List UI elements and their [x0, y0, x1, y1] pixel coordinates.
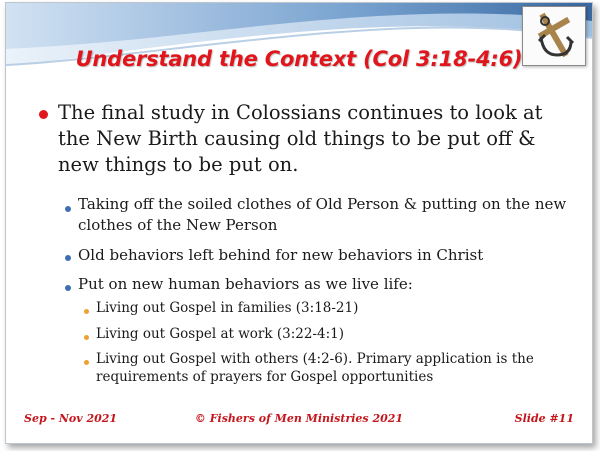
- footer-date: Sep - Nov 2021: [24, 412, 118, 425]
- bullet-level3: [84, 309, 89, 314]
- footer-slide-number: Slide #11: [514, 412, 574, 425]
- footer-copyright: © Fishers of Men Ministries 2021: [194, 412, 404, 425]
- sub-sub-point-2: Living out Gospel at work (3:22-4:1): [96, 326, 344, 342]
- sub-point-2: Old behaviors left behind for new behaviors in Christ: [78, 246, 484, 264]
- sub-point-1: Taking off the soiled clothes of Old Person & putting on the new clothes of the New Person: [78, 195, 567, 234]
- bullet-level3: [84, 335, 89, 340]
- main-point: The final study in Colossians continues to look at the New Birth causing old things to be put off & new things to be put on.: [58, 101, 543, 176]
- bullet-level2: [65, 206, 71, 212]
- sub-sub-point-1: Living out Gospel in families (3:18-21): [96, 300, 359, 316]
- sub-sub-point-3: Living out Gospel with others (4:2-6). Primary application is the requirements of prayers for Gospel opportunities: [96, 351, 534, 385]
- bullet-level2: [65, 255, 71, 261]
- slide-content: [6, 3, 592, 403]
- bullet-level3: [84, 360, 89, 365]
- sub-point-3: Put on new human behaviors as we live life:: [78, 275, 413, 293]
- bullet-level1: [39, 110, 48, 119]
- slide: [5, 2, 593, 444]
- slide-title: Understand the Context (Col 3:18-4:6): [75, 47, 523, 71]
- bullet-level2: [65, 285, 71, 291]
